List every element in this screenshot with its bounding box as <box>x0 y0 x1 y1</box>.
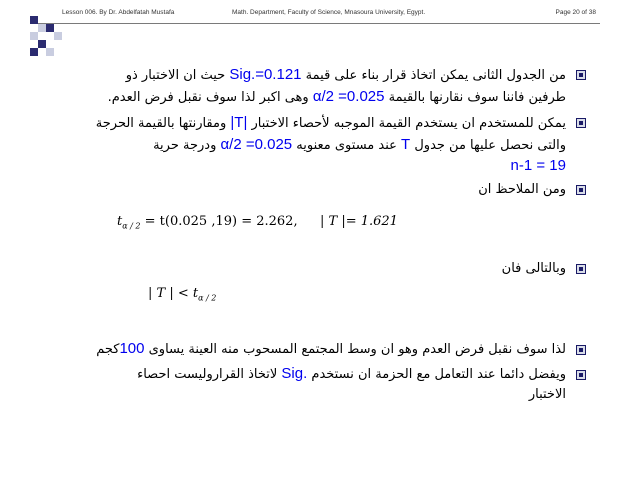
decor-square <box>38 40 46 48</box>
bullet-6-text-b: لاتخاذ القراروليست احصاء <box>137 367 278 382</box>
equation-comparison <box>148 286 216 303</box>
bullet-2-line-2 <box>153 136 566 154</box>
bullet-5-text-a: لذا سوف نقبل فرض العدم وهو ان وسط المجتمع المسحوب منه العينة يساوى <box>148 342 566 357</box>
bullet-marker <box>576 370 586 380</box>
bullet-6-text-a: ويفضل دائما عند التعامل مع الحزمة ان نستخدم <box>311 367 566 382</box>
bullet-2-line-1 <box>96 114 566 132</box>
bullet-2-text-e: ودرجة حرية <box>153 138 217 153</box>
bullet-6-text-c: الاختبار <box>528 387 566 402</box>
bullet-4-text: وبالتالى فان <box>501 261 566 276</box>
bullet-marker <box>576 70 586 80</box>
eq2-lhs: | T | < t <box>148 286 199 301</box>
alpha-half-value-2: α/2 =0.025 <box>220 136 293 153</box>
decorative-squares <box>0 0 80 70</box>
bullet-1-text-d: وهى اكبر لذا سوف نقبل فرض العدم. <box>107 90 309 105</box>
decor-square <box>30 16 38 24</box>
eq1-rhs: = t(0.025 ,19) = 2.262, <box>144 214 298 229</box>
eq1-t: t <box>117 214 123 229</box>
eq1-abs-T: | T |= 1.621 <box>320 214 398 229</box>
equation-critical-value <box>117 214 298 231</box>
bullet-3-line-1 <box>478 181 566 198</box>
bullet-1-text-b: حيث ان الاختبار ذو <box>125 68 226 83</box>
bullet-marker <box>576 185 586 195</box>
equation-test-statistic <box>320 214 398 229</box>
bullet-4-line-1 <box>502 260 566 277</box>
population-mean-value: 100 <box>119 340 145 357</box>
bullet-1-line-2 <box>108 88 566 106</box>
bullet-3-text: ومن الملاحظ ان <box>478 182 566 197</box>
bullet-6-line-2 <box>529 386 566 403</box>
bullet-marker <box>576 264 586 274</box>
eq1-subscript: α / 2 <box>122 221 141 231</box>
header-lesson-info: Lesson 006. By Dr. Abdelfatah Mustafa <box>62 9 175 16</box>
eq2-subscript: α / 2 <box>198 293 217 303</box>
bullet-2-text-c: والتى نحصل عليها من جدول <box>414 138 566 153</box>
header-rule <box>38 23 600 24</box>
sig-label: Sig. <box>281 365 308 382</box>
bullet-5-line-1 <box>96 340 566 358</box>
bullet-1-text-c: طرفين فاننا سوف نقارنها بالقيمة <box>388 90 566 105</box>
T-table: T <box>401 136 411 153</box>
bullet-marker <box>576 118 586 128</box>
bullet-1-line-1 <box>126 66 566 84</box>
bullet-5-unit: كجم <box>96 342 120 357</box>
alpha-half-value: α/2 =0.025 <box>312 88 385 105</box>
bullet-marker <box>576 345 586 355</box>
sig-value: Sig.=0.121 <box>229 66 302 83</box>
decor-square <box>30 32 38 40</box>
decor-square <box>46 24 54 32</box>
decor-square <box>38 24 46 32</box>
degrees-of-freedom: n-1 = 19 <box>510 157 566 174</box>
bullet-6-line-1 <box>137 365 566 383</box>
bullet-2-text-b: ومقارنتها بالقيمة الحرجة <box>95 116 227 131</box>
header-department: Math. Department, Faculty of Science, Mnasoura University, Egypt. <box>232 9 426 16</box>
decor-square <box>54 32 62 40</box>
decor-square <box>30 48 38 56</box>
slide-header <box>0 0 638 22</box>
bullet-2-text-a: يمكن للمستخدم ان يستخدم القيمة الموجبه لأحصاء الاختبار <box>251 116 566 131</box>
decor-square <box>46 48 54 56</box>
abs-T: |T| <box>230 114 248 131</box>
bullet-2-line-3 <box>511 157 566 175</box>
bullet-2-text-d: عند مستوى معنويه <box>296 138 397 153</box>
header-page-number: Page 20 of 38 <box>555 9 596 16</box>
bullet-1-text-a: من الجدول الثانى يمكن اتخاذ قرار بناء على قيمة <box>305 68 566 83</box>
